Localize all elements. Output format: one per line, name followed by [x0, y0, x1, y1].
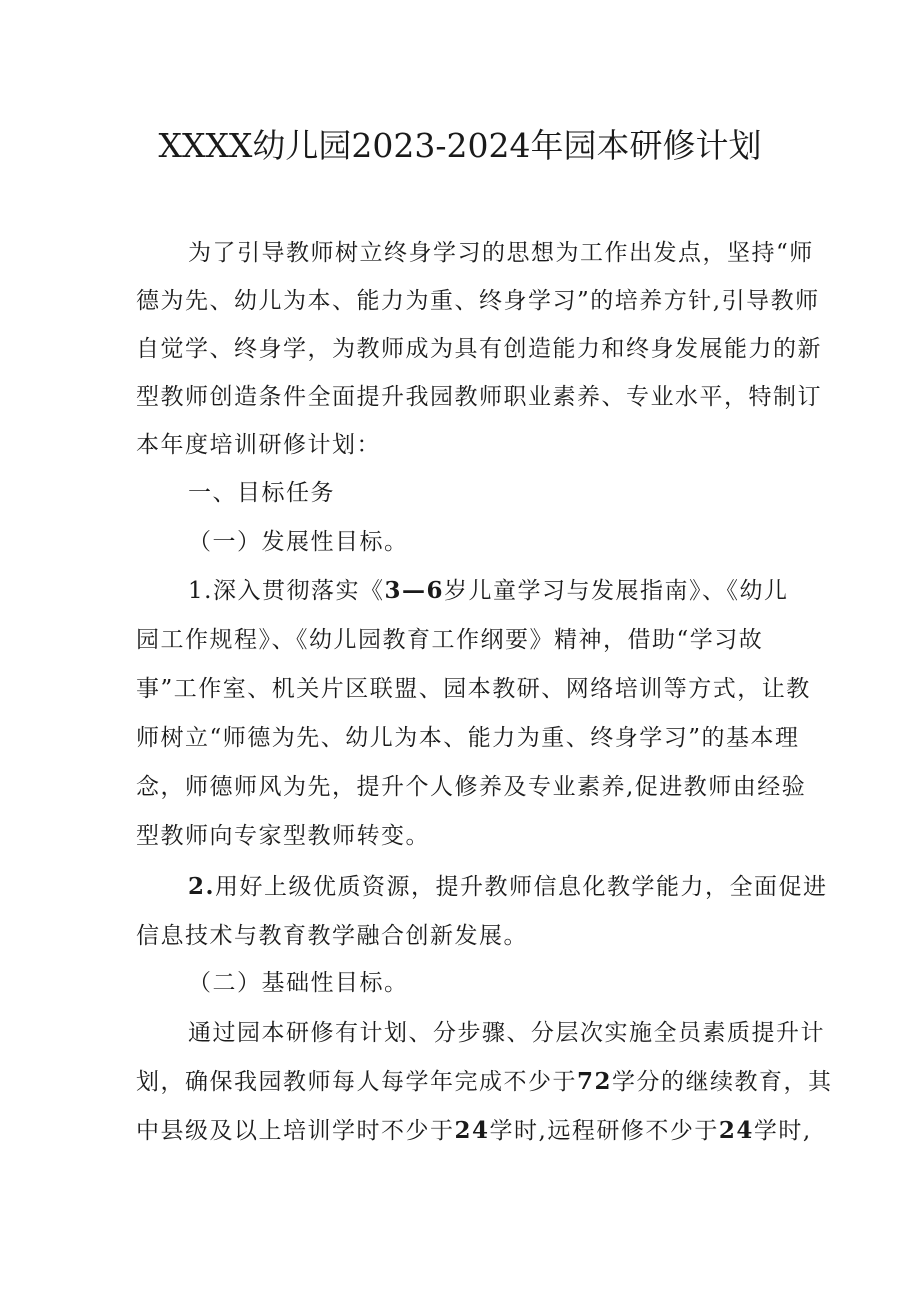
county-hours: 24 — [454, 1117, 490, 1144]
intro-line-1: 为了引导教师树立终身学习的思想为工作出发点，坚持“师 — [188, 240, 814, 266]
document-title: XXXX幼儿园2023-2024年园本研修计划 — [158, 126, 762, 165]
item-1-prefix: 1.深入贯彻落实《 — [188, 578, 385, 604]
item-1-line-4: 师树立“师德为先、幼儿为本、能力为重、终身学习”的基本理 — [136, 725, 800, 751]
item-1-rest: 岁儿童学习与发展指南》、《幼儿 — [443, 578, 789, 604]
section-1-heading: 一、目标任务 — [188, 480, 335, 506]
item-1-line-3: 事”工作室、机关片区联盟、园本教研、网络培训等方式，让教 — [136, 676, 811, 702]
intro-line-2: 德为先、幼儿为本、能力为重、终身学习”的培养方针,引导教师 — [136, 288, 820, 314]
item-1-line-6: 型教师向专家型教师转变。 — [136, 823, 430, 849]
intro-line-5: 本年度培训研修计划： — [136, 432, 381, 458]
basic-line-2-a: 划，确保我园教师每人每学年完成不少于 — [136, 1069, 577, 1095]
basic-line-3 — [136, 1116, 812, 1146]
item-1-age-range: 3—6 — [384, 577, 444, 604]
basic-line-3-c: 学时, — [753, 1118, 812, 1144]
basic-line-2-b: 学分的继续教育，其 — [612, 1069, 833, 1095]
item-1-line-1 — [188, 576, 788, 606]
item-1-line-2: 园工作规程》、《幼儿园教育工作纲要》精神，借助“学习故 — [136, 627, 764, 653]
item-2-line-1 — [188, 872, 828, 902]
basic-line-3-a: 中县级及以上培训学时不少于 — [136, 1118, 455, 1144]
basic-line-3-b: 学时,远程研修不少于 — [489, 1118, 719, 1144]
basic-line-1: 通过园本研修有计划、分步骤、分层次实施全员素质提升计 — [188, 1020, 825, 1046]
item-2-text: 用好上级优质资源，提升教师信息化教学能力，全面促进 — [215, 874, 828, 900]
basic-line-2 — [136, 1067, 833, 1097]
subsection-2-heading: （二）基础性目标。 — [188, 970, 409, 996]
intro-line-3: 自觉学、终身学，为教师成为具有创造能力和终身发展能力的新 — [136, 336, 822, 362]
item-1-line-5: 念，师德师风为先，提升个人修养及专业素养,促进教师由经验 — [136, 774, 807, 800]
item-2-number: 2. — [188, 873, 216, 900]
subsection-1-heading: （一）发展性目标。 — [188, 529, 409, 555]
item-2-line-2: 信息技术与教育教学融合创新发展。 — [136, 923, 528, 949]
remote-hours: 24 — [718, 1117, 754, 1144]
credit-count: 72 — [577, 1068, 613, 1095]
intro-line-4: 型教师创造条件全面提升我园教师职业素养、专业水平，特制订 — [136, 384, 822, 410]
